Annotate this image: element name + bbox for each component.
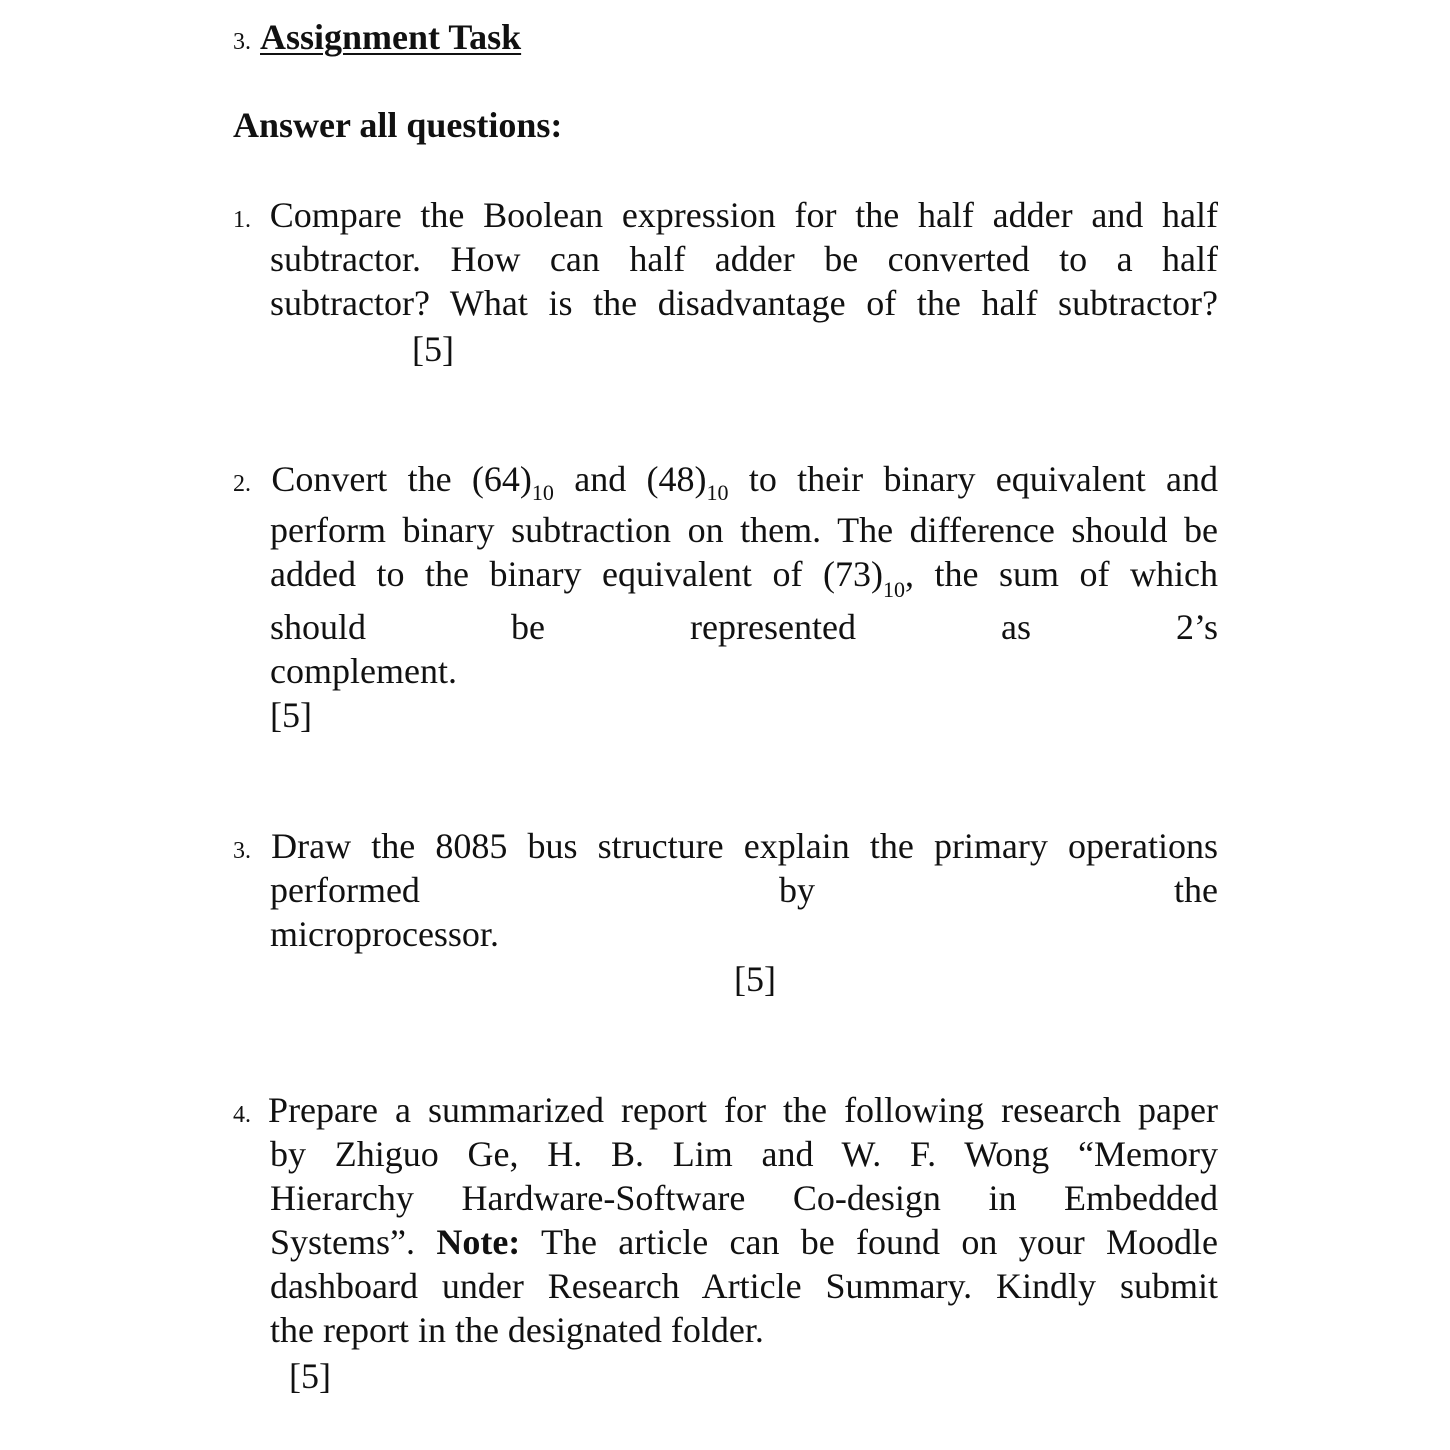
question-4-line-6: the report in the designated folder.	[270, 1310, 764, 1350]
question-2-body	[270, 508, 1218, 602]
question-3-line-2: performed by the	[270, 870, 1218, 910]
question-1-line-2: subtractor. How can half adder be converted to a half	[270, 239, 1218, 279]
question-3-first-line	[233, 824, 1218, 873]
question-1-line-1: Compare the Boolean expression for the half adder and half	[269, 195, 1218, 235]
question-4-number: 4.	[233, 1102, 251, 1128]
question-4-line-5: dashboard under Research Article Summary. Kindly submit	[270, 1266, 1218, 1306]
question-1-first-line	[233, 193, 1218, 242]
question-2-first-line	[233, 457, 1218, 506]
question-1-body	[270, 237, 1218, 325]
question-2-line-5: complement.	[270, 651, 457, 691]
question-1-number: 1.	[233, 207, 251, 233]
question-1-line-3: subtractor? What is the disadvantage of the half subtractor?	[270, 283, 1218, 323]
question-3-line-3: microprocessor.	[270, 914, 499, 954]
section-number: 3.	[233, 29, 251, 55]
question-2-line-2: perform binary subtraction on them. The difference should be	[270, 510, 1218, 550]
question-2-line-4: should be represented as 2’s	[270, 607, 1218, 647]
question-2-line-1: Convert the $(64)_{10}$ and $(48)_{10}$ to their binary equivalent and	[271, 459, 1219, 505]
question-4-line-2: by Zhiguo Ge, H. B. Lim and W. F. Wong “Memory	[270, 1134, 1218, 1174]
question-3-body	[270, 868, 1218, 956]
question-4-line-3: Hierarchy Hardware-Software Co-design in Embedded	[270, 1178, 1218, 1218]
section-heading	[233, 16, 521, 58]
question-4-line-1: Prepare a summarized report for the following research paper	[268, 1090, 1218, 1130]
question-3-marks: [5]	[734, 959, 776, 999]
question-2-line-3: added to the binary equivalent of $(73)_{10}$, the sum of which	[270, 554, 1218, 602]
instruction-text: Answer all questions:	[233, 105, 563, 145]
question-3-number: 3.	[233, 838, 251, 864]
question-4-body	[270, 1132, 1218, 1352]
question-2-number: 2.	[233, 471, 251, 497]
note-label: Note:	[436, 1222, 521, 1262]
question-2-marks: [5]	[270, 695, 312, 735]
question-2-body-end	[270, 605, 1218, 737]
section-title: Assignment Task	[260, 17, 522, 57]
question-4-first-line	[233, 1088, 1218, 1137]
question-4-line-4: Systems”. Note: The article can be found on your Moodle	[270, 1222, 1218, 1262]
question-1-marks: [5]	[412, 329, 454, 369]
question-4-marks: [5]	[289, 1356, 331, 1396]
question-3-line-1: Draw the 8085 bus structure explain the primary operations	[271, 826, 1218, 866]
